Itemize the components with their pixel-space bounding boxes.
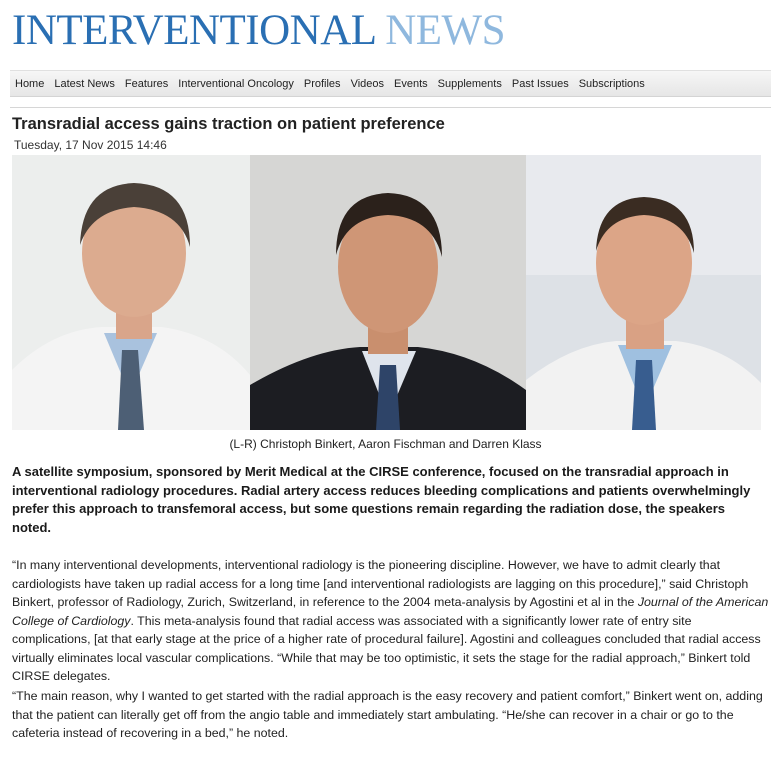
nav-latest-news[interactable]: Latest News — [54, 77, 115, 90]
article-headline: Transradial access gains traction on patient preference — [12, 115, 445, 133]
logo-text-news: NEWS — [385, 7, 506, 54]
nav-interventional-oncology[interactable]: Interventional Oncology — [178, 77, 294, 90]
nav-events[interactable]: Events — [394, 77, 428, 90]
nav-subscriptions[interactable]: Subscriptions — [578, 77, 645, 90]
nav-past-issues[interactable]: Past Issues — [511, 77, 569, 90]
paragraph-text: “In many interventional developments, interventional radiology is the pioneering discipline. However, we have to admit clearly that cardiologists have taken up radial access for a long time [and interventional radiologists are lagging on this procedure],” said Christoph Binkert, professor of Radiology, Zurich, Switzerland, in reference to the 2004 meta-analysis by Agostini et al in the — [12, 558, 749, 609]
logo-text-interventional: INTERVENTIONAL — [12, 7, 375, 54]
photo-caption: (L-R) Christoph Binkert, Aaron Fischman and Darren Klass — [229, 437, 542, 451]
portrait-photo-left — [12, 155, 250, 430]
article-paragraph-1 — [12, 556, 771, 686]
nav-supplements[interactable]: Supplements — [437, 77, 502, 90]
article-date: Tuesday, 17 Nov 2015 14:46 — [14, 138, 167, 152]
paragraph-text: . This meta-analysis found that radial access was associated with a significantly lower rate of entry site complications, [at that early stage at the price of a higher rate of procedural failure]. Agostini and colleagues concluded that radial access virtually eliminates local vascular complications. “While that may be too optimistic, it sets the stage for the radial approach,” Binkert told CIRSE delegates. — [12, 613, 761, 683]
portrait-photo-right — [526, 155, 761, 430]
site-logo[interactable] — [12, 6, 505, 56]
article-paragraph-2: “The main reason, why I wanted to get started with the radial approach is the easy recovery and patient comfort,” Binkert went on, adding that the patient can literally get off from the angio table and immediately start ambulating. “He/she can recover in a chair or go to the cafeteria instead of recovering in a bed,” he noted. — [12, 689, 763, 740]
journal-name: Journal of the American College of Cardiology — [12, 595, 769, 628]
article-lede: A satellite symposium, sponsored by Merit Medical at the CIRSE conference, focused on the transradial approach in interventional radiology procedures. Radial artery access reduces bleeding complications and patients overwhelmingly prefer this approach to transfemoral access, but some questions remain regarding the radiation dose, the speakers noted. — [12, 464, 751, 535]
divider — [10, 107, 771, 108]
nav-home[interactable]: Home — [15, 77, 45, 90]
main-nav — [10, 70, 771, 97]
nav-profiles[interactable]: Profiles — [303, 77, 341, 90]
portrait-photo-center — [250, 155, 526, 430]
nav-features[interactable]: Features — [124, 77, 169, 90]
article-photo — [12, 155, 761, 430]
nav-videos[interactable]: Videos — [350, 77, 384, 90]
